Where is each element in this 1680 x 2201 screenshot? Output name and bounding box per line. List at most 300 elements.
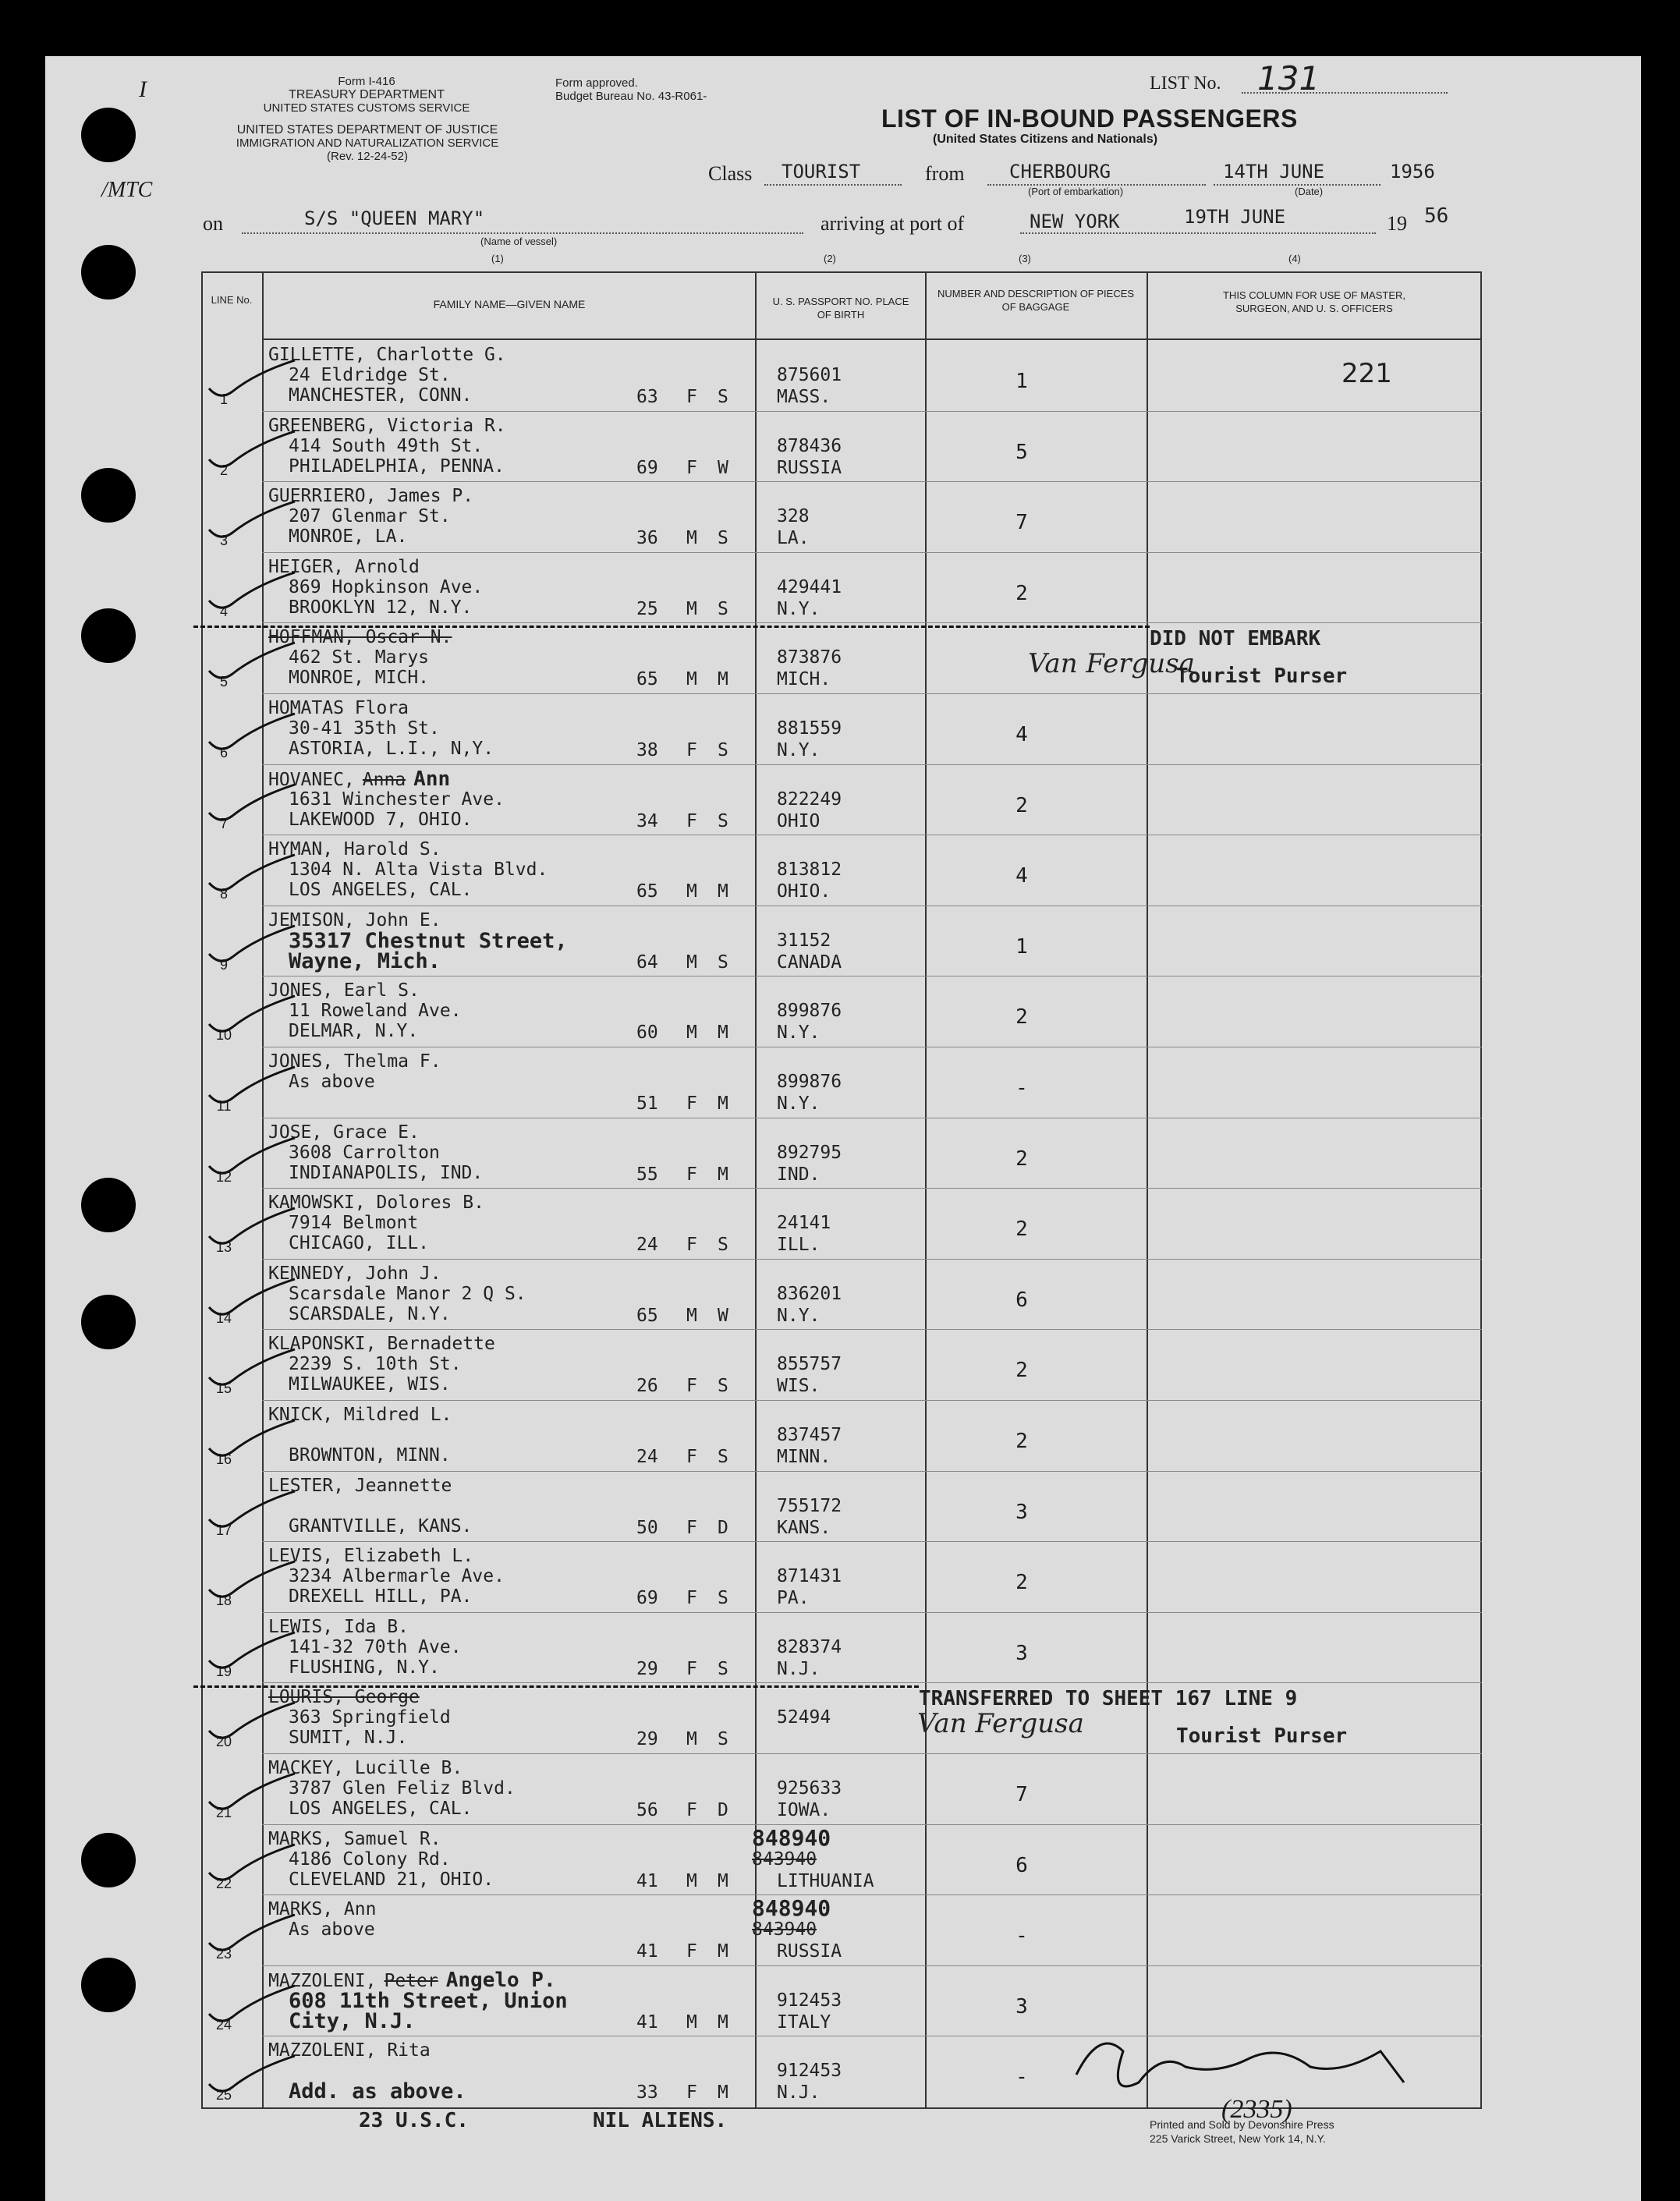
check-mark xyxy=(204,1912,298,1958)
passenger-address: 869 Hopkinson Ave. xyxy=(289,577,484,597)
check-mark xyxy=(204,640,298,686)
passenger-sex: M xyxy=(686,881,697,902)
place-of-birth: MINN. xyxy=(777,1447,831,1467)
passenger-marital: S xyxy=(718,599,728,619)
stamp-number: (2335) xyxy=(1221,2095,1292,2124)
check-mark xyxy=(204,711,298,757)
baggage-count: - xyxy=(1015,1076,1028,1100)
printer-line-2: 225 Varick Street, New York 14, N.Y. xyxy=(1150,2132,1326,2145)
rev-text: (Rev. 12-24-52) xyxy=(327,150,408,163)
line-number: 12 xyxy=(215,1169,232,1185)
passenger-marital: S xyxy=(718,1235,728,1255)
line-number: 2 xyxy=(219,463,228,478)
row-divider xyxy=(262,1400,1482,1401)
ins-text: IMMIGRATION AND NATURALIZATION SERVICE xyxy=(236,136,499,150)
passenger-address: 1304 N. Alta Vista Blvd. xyxy=(289,859,548,880)
passport-number: 822249 xyxy=(777,789,842,810)
passport-number-struck: 843940 xyxy=(752,1849,817,1870)
line-number: 15 xyxy=(215,1380,232,1396)
row-divider xyxy=(262,1894,1482,1895)
col-num-3: (3) xyxy=(1019,253,1031,264)
passenger-address: 3234 Albermarle Ave. xyxy=(289,1566,505,1586)
passenger-sex: F xyxy=(686,2082,697,2103)
line-number: 23 xyxy=(215,1946,232,1962)
check-mark xyxy=(204,1841,298,1888)
passenger-age: 29 xyxy=(636,1729,658,1749)
check-mark xyxy=(204,1983,298,2029)
passenger-marital: S xyxy=(718,952,728,973)
date-caption: (Date) xyxy=(1295,186,1324,197)
passenger-address: 1631 Winchester Ave. xyxy=(289,789,505,810)
baggage-count: 2 xyxy=(1015,1430,1028,1453)
passenger-age: 38 xyxy=(636,740,658,760)
passenger-age: 65 xyxy=(636,669,658,689)
row-divider xyxy=(262,481,1482,482)
passenger-name: MARKS, Samuel R. xyxy=(268,1829,441,1849)
port-embark-caption: (Port of embarkation) xyxy=(1028,186,1124,197)
line-number: 6 xyxy=(219,745,228,760)
header-line-no: LINE No. xyxy=(211,294,253,306)
passenger-name: LEVIS, Elizabeth L. xyxy=(268,1546,474,1566)
page-subtitle: (United States Citizens and Nationals) xyxy=(933,133,1158,146)
line-number: 19 xyxy=(215,1664,232,1679)
passenger-city: SCARSDALE, N.Y. xyxy=(289,1304,451,1324)
from-label: from xyxy=(925,162,965,185)
check-mark xyxy=(204,782,298,828)
status-note: TRANSFERRED TO SHEET 167 LINE 9 xyxy=(919,1687,1298,1710)
row-divider xyxy=(262,1259,1482,1260)
passenger-name: JONES, Thelma F. xyxy=(268,1051,441,1072)
row-divider xyxy=(262,1329,1482,1330)
passenger-marital: W xyxy=(718,458,728,478)
name-struck: Anna xyxy=(362,770,406,790)
passport-number: 813812 xyxy=(777,859,842,880)
passenger-address: As above xyxy=(289,1072,375,1092)
corner-mark: /MTC xyxy=(101,178,153,202)
passport-number: 899876 xyxy=(777,1001,842,1021)
passenger-name: HOFFMAN, Oscar N. xyxy=(268,627,452,647)
baggage-count: 3 xyxy=(1015,1642,1028,1665)
passenger-city: LAKEWOOD 7, OHIO. xyxy=(289,810,473,830)
officer-note: 221 xyxy=(1342,358,1392,389)
passenger-sex: F xyxy=(686,1518,697,1538)
class-label: Class xyxy=(708,162,753,185)
arrival-year-suffix: 56 xyxy=(1424,204,1449,228)
check-mark xyxy=(204,1488,298,1535)
passport-number: 52494 xyxy=(777,1707,831,1728)
row-divider xyxy=(262,1471,1482,1472)
line-number: 3 xyxy=(219,533,228,548)
passenger-sex: F xyxy=(686,1447,697,1467)
baggage-count: 7 xyxy=(1015,511,1028,534)
line-number: 21 xyxy=(215,1805,232,1820)
purser-title: Tourist Purser xyxy=(1176,665,1348,688)
row-divider xyxy=(262,693,1482,694)
passenger-sex: F xyxy=(686,1093,697,1114)
passport-number: 881559 xyxy=(777,718,842,739)
passport-number: 912453 xyxy=(777,2061,842,2081)
passenger-marital: S xyxy=(718,1659,728,1679)
passenger-age: 56 xyxy=(636,1800,658,1820)
passport-number: 836201 xyxy=(777,1284,842,1304)
passenger-age: 41 xyxy=(636,1871,658,1891)
passenger-marital: S xyxy=(718,740,728,760)
col-divider xyxy=(1147,271,1148,2109)
passenger-name: HYMAN, Harold S. xyxy=(268,839,441,859)
passenger-city: Add. as above. xyxy=(289,2079,466,2104)
passenger-age: 41 xyxy=(636,2012,658,2033)
passport-number: 328 xyxy=(777,506,810,526)
binder-hole xyxy=(81,608,136,663)
row-divider xyxy=(262,1824,1482,1825)
passport-number: 848940 xyxy=(752,1825,831,1851)
passenger-city: BROOKLYN 12, N.Y. xyxy=(289,597,473,618)
line-number: 20 xyxy=(215,1734,232,1749)
passenger-sex: M xyxy=(686,528,697,548)
line-number: 4 xyxy=(219,604,228,619)
place-of-birth: MICH. xyxy=(777,669,831,689)
row-divider xyxy=(262,622,1482,623)
approved-text: Form approved. xyxy=(555,76,638,90)
passenger-name: HEIGER, Arnold xyxy=(268,557,420,577)
row-divider xyxy=(262,1682,1482,1683)
binder-hole xyxy=(81,245,136,299)
place-of-birth: CANADA xyxy=(777,952,842,973)
check-mark xyxy=(204,1346,298,1393)
passport-number: 31152 xyxy=(777,930,831,951)
place-of-birth: N.Y. xyxy=(777,740,821,760)
passenger-sex: M xyxy=(686,952,697,973)
check-mark xyxy=(204,428,298,475)
passenger-marital: S xyxy=(718,1376,728,1396)
place-of-birth: LA. xyxy=(777,528,810,548)
binder-hole xyxy=(81,1295,136,1349)
baggage-count: 2 xyxy=(1015,1005,1028,1029)
check-mark xyxy=(204,1205,298,1252)
baggage-count: 1 xyxy=(1015,370,1028,393)
passenger-sex: M xyxy=(686,2012,697,2033)
header-bottom-border xyxy=(262,338,1482,340)
line-number: 13 xyxy=(215,1239,232,1255)
port-embark-value: CHERBOURG xyxy=(1009,161,1111,183)
place-of-birth: RUSSIA xyxy=(777,458,842,478)
col-num-1: (1) xyxy=(491,253,504,264)
passenger-sex: F xyxy=(686,740,697,760)
line-number: 24 xyxy=(215,2017,232,2033)
place-of-birth: OHIO xyxy=(777,811,821,831)
row-divider xyxy=(262,1612,1482,1613)
name-correction: Angelo P. xyxy=(445,1969,556,1992)
passport-number: 855757 xyxy=(777,1354,842,1374)
passport-number: 837457 xyxy=(777,1425,842,1445)
purser-signature: Van Fergusa xyxy=(1028,648,1195,679)
baggage-count: - xyxy=(1015,1924,1028,1948)
passenger-address: 414 South 49th St. xyxy=(289,436,484,456)
passenger-name: GILLETTE, Charlotte G. xyxy=(268,345,506,365)
passenger-age: 34 xyxy=(636,811,658,831)
header-baggage: NUMBER AND DESCRIPTION OF PIECES OF BAGGAGE xyxy=(937,288,1135,313)
passenger-name: KNICK, Mildred L. xyxy=(268,1405,452,1425)
passenger-age: 60 xyxy=(636,1023,658,1043)
passenger-marital: M xyxy=(718,1871,728,1891)
arrival-port-value: NEW YORK xyxy=(1030,211,1120,232)
passenger-age: 29 xyxy=(636,1659,658,1679)
place-of-birth: KANS. xyxy=(777,1518,831,1538)
passenger-city: MONROE, LA. xyxy=(289,526,408,547)
corner-mark-2: I xyxy=(139,76,147,102)
vessel-value: S/S "QUEEN MARY" xyxy=(304,207,485,229)
passenger-age: 24 xyxy=(636,1447,658,1467)
passport-number: 892795 xyxy=(777,1143,842,1163)
line-number: 10 xyxy=(215,1027,232,1043)
passport-number: 755172 xyxy=(777,1496,842,1516)
passenger-sex: F xyxy=(686,1800,697,1820)
check-mark xyxy=(204,993,298,1040)
binder-hole xyxy=(81,108,136,162)
row-divider xyxy=(262,1541,1482,1542)
passenger-age: 25 xyxy=(636,599,658,619)
binder-hole xyxy=(81,1178,136,1232)
passenger-sex: F xyxy=(686,387,697,407)
check-mark xyxy=(204,1699,298,1746)
place-of-birth: N.J. xyxy=(777,2082,821,2103)
passenger-sex: M xyxy=(686,669,697,689)
passenger-marital: M xyxy=(718,1941,728,1962)
name-correction: Ann xyxy=(413,767,451,791)
passenger-address: 4186 Colony Rd. xyxy=(289,1849,451,1870)
passenger-sex: F xyxy=(686,1659,697,1679)
passenger-age: 64 xyxy=(636,952,658,973)
row-divider xyxy=(262,1753,1482,1754)
passenger-name: MACKEY, Lucille B. xyxy=(268,1758,463,1778)
check-mark xyxy=(204,923,298,969)
header-passport: U. S. PASSPORT NO. PLACE OF BIRTH xyxy=(772,296,909,321)
passenger-name: KAMOWSKI, Dolores B. xyxy=(268,1193,484,1213)
passenger-age: 65 xyxy=(636,1306,658,1326)
place-of-birth: RUSSIA xyxy=(777,1941,842,1962)
line-number: 8 xyxy=(219,886,228,902)
passenger-name: MARKS, Ann xyxy=(268,1899,377,1919)
passenger-marital: S xyxy=(718,528,728,548)
passenger-sex: F xyxy=(686,1376,697,1396)
binder-hole xyxy=(81,1833,136,1887)
passenger-marital: S xyxy=(718,387,728,407)
baggage-count: 5 xyxy=(1015,441,1028,464)
passenger-city: ASTORIA, L.I., N,Y. xyxy=(289,739,494,759)
passenger-sex: F xyxy=(686,1235,697,1255)
check-mark xyxy=(204,569,298,616)
check-mark xyxy=(204,1064,298,1111)
place-of-birth: LITHUANIA xyxy=(777,1871,874,1891)
footer-usc: 23 U.S.C. xyxy=(359,2109,469,2132)
purser-title: Tourist Purser xyxy=(1176,1724,1348,1748)
check-mark xyxy=(204,357,298,404)
passenger-city: MILWAUKEE, WIS. xyxy=(289,1374,451,1395)
passenger-city: MONROE, MICH. xyxy=(289,668,430,688)
place-of-birth: ILL. xyxy=(777,1235,821,1255)
budget-text: Budget Bureau No. 43-R061- xyxy=(555,90,707,103)
place-of-birth: N.Y. xyxy=(777,1093,821,1114)
place-of-birth: PA. xyxy=(777,1588,810,1608)
printer-line-1: Printed and Sold by Devonshire Press xyxy=(1150,2118,1334,2131)
passenger-city: PHILADELPHIA, PENNA. xyxy=(289,456,505,477)
passenger-age: 69 xyxy=(636,458,658,478)
place-of-birth: N.Y. xyxy=(777,599,821,619)
col-divider xyxy=(925,271,927,2109)
passenger-address: 2239 S. 10th St. xyxy=(289,1354,462,1374)
line-number: 11 xyxy=(216,1098,232,1114)
place-of-birth: WIS. xyxy=(777,1376,821,1396)
passenger-name: GREENBERG, Victoria R. xyxy=(268,416,506,436)
passenger-marital: M xyxy=(718,2012,728,2033)
passenger-address: As above xyxy=(289,1919,375,1940)
baggage-count: 2 xyxy=(1015,1217,1028,1241)
passenger-city: LOS ANGELES, CAL. xyxy=(289,1799,473,1819)
header-name: FAMILY NAME—GIVEN NAME xyxy=(433,298,586,310)
col-divider xyxy=(262,271,264,2109)
check-mark xyxy=(204,1629,298,1676)
passenger-address: 7914 Belmont xyxy=(289,1213,419,1233)
place-of-birth: IND. xyxy=(777,1164,821,1185)
passenger-sex: M xyxy=(686,1729,697,1749)
check-mark xyxy=(204,2053,298,2100)
passport-number: 429441 xyxy=(777,577,842,597)
justice-text: UNITED STATES DEPARTMENT OF JUSTICE xyxy=(236,123,498,136)
line-number: 1 xyxy=(219,392,228,407)
passenger-sex: M xyxy=(686,1023,697,1043)
arrival-date-value: 19TH JUNE xyxy=(1184,206,1286,228)
passenger-city: MANCHESTER, CONN. xyxy=(289,385,473,406)
passenger-city: INDIANAPOLIS, IND. xyxy=(289,1163,484,1183)
passenger-marital: S xyxy=(718,1729,728,1749)
passport-number-struck: 843940 xyxy=(752,1919,817,1940)
passenger-address: 141-32 70th Ave. xyxy=(289,1637,462,1657)
passenger-age: 50 xyxy=(636,1518,658,1538)
passenger-city: DELMAR, N.Y. xyxy=(289,1021,419,1041)
baggage-count: 2 xyxy=(1015,1571,1028,1594)
passenger-marital: D xyxy=(718,1800,728,1820)
passenger-age: 24 xyxy=(636,1235,658,1255)
passenger-sex: M xyxy=(686,599,697,619)
passport-number: 925633 xyxy=(777,1778,842,1799)
line-number: 9 xyxy=(219,957,228,973)
passport-number: 912453 xyxy=(777,1990,842,2011)
passenger-sex: F xyxy=(686,811,697,831)
baggage-count: 2 xyxy=(1015,794,1028,817)
passenger-marital: S xyxy=(718,1447,728,1467)
passenger-city: SUMIT, N.J. xyxy=(289,1728,408,1748)
service-text: UNITED STATES CUSTOMS SERVICE xyxy=(263,101,470,115)
baggage-count: 2 xyxy=(1015,582,1028,605)
passenger-age: 33 xyxy=(636,2082,658,2103)
baggage-count: 4 xyxy=(1015,723,1028,746)
row-divider xyxy=(262,1965,1482,1966)
arrival-year-prefix: 19 xyxy=(1387,212,1407,235)
passenger-address: 3787 Glen Feliz Blvd. xyxy=(289,1778,516,1799)
passenger-name: JONES, Earl S. xyxy=(268,980,420,1001)
name-surname: HOVANEC, xyxy=(268,770,355,790)
line-number: 14 xyxy=(215,1310,232,1326)
baggage-count: 6 xyxy=(1015,1288,1028,1312)
check-mark xyxy=(204,852,298,898)
form-no-text: Form I-416 xyxy=(338,75,395,88)
purser-signature: Van Fergusa xyxy=(917,1708,1084,1739)
passenger-age: 41 xyxy=(636,1941,658,1962)
passenger-city: CLEVELAND 21, OHIO. xyxy=(289,1870,494,1890)
baggage-count: 6 xyxy=(1015,1854,1028,1877)
line-number: 22 xyxy=(215,1876,232,1891)
passenger-age: 69 xyxy=(636,1588,658,1608)
passenger-city: LOS ANGELES, CAL. xyxy=(289,880,473,900)
passenger-marital: M xyxy=(718,881,728,902)
check-mark xyxy=(204,1135,298,1182)
table-right-border xyxy=(1480,271,1482,2109)
passport-number: 878436 xyxy=(777,436,842,456)
line-number: 5 xyxy=(219,674,228,689)
passenger-age: 51 xyxy=(636,1093,658,1114)
class-value: TOURIST xyxy=(782,161,861,183)
passport-number: 875601 xyxy=(777,365,842,385)
line-number: 16 xyxy=(215,1451,232,1467)
binder-hole xyxy=(81,1958,136,2012)
passenger-name: MAZZOLENI, Rita xyxy=(268,2040,431,2061)
place-of-birth: ITALY xyxy=(777,2012,831,2033)
baggage-count: 2 xyxy=(1015,1359,1028,1382)
line-number: 18 xyxy=(215,1593,232,1608)
passenger-sex: F xyxy=(686,1164,697,1185)
row-divider xyxy=(262,1188,1482,1189)
passenger-city: CHICAGO, ILL. xyxy=(289,1233,430,1253)
baggage-count: - xyxy=(1015,2065,1028,2089)
baggage-count: 4 xyxy=(1015,864,1028,888)
passenger-age: 26 xyxy=(636,1376,658,1396)
passenger-name: JEMISON, John E. xyxy=(268,910,441,930)
row-divider xyxy=(262,764,1482,765)
list-no-label: LIST No. xyxy=(1150,73,1221,94)
passenger-address: 11 Roweland Ave. xyxy=(289,1001,462,1021)
passport-number: 828374 xyxy=(777,1637,842,1657)
passenger-name: LEWIS, Ida B. xyxy=(268,1617,409,1637)
embark-year-value: 1956 xyxy=(1390,161,1435,183)
place-of-birth: MASS. xyxy=(777,387,831,407)
baggage-count: 1 xyxy=(1015,935,1028,959)
passenger-name: HOMATAS Flora xyxy=(268,698,409,718)
place-of-birth: N.Y. xyxy=(777,1023,821,1043)
place-of-birth: OHIO. xyxy=(777,881,831,902)
passenger-sex: F xyxy=(686,1588,697,1608)
passenger-address: 30-41 35th St. xyxy=(289,718,440,739)
place-of-birth: IOWA. xyxy=(777,1800,831,1820)
vessel-caption: (Name of vessel) xyxy=(480,236,558,247)
passenger-address: 462 St. Marys xyxy=(289,647,430,668)
passenger-address: 363 Springfield xyxy=(289,1707,451,1728)
check-mark xyxy=(204,1558,298,1605)
dept-text: TREASURY DEPARTMENT xyxy=(289,88,445,101)
passenger-sex: M xyxy=(686,1306,697,1326)
cancel-line xyxy=(193,1685,919,1688)
col-num-2: (2) xyxy=(824,253,836,264)
line-number: 17 xyxy=(215,1522,232,1538)
passenger-marital: D xyxy=(718,1518,728,1538)
form-number xyxy=(257,75,476,115)
passenger-marital: M xyxy=(718,1093,728,1114)
name-surname: MAZZOLENI, xyxy=(268,1971,377,1991)
passenger-marital: M xyxy=(718,2082,728,2103)
binder-hole xyxy=(81,468,136,523)
check-mark xyxy=(204,1770,298,1817)
passport-number: 873876 xyxy=(777,647,842,668)
passenger-name: GUERRIERO, James P. xyxy=(268,486,474,506)
